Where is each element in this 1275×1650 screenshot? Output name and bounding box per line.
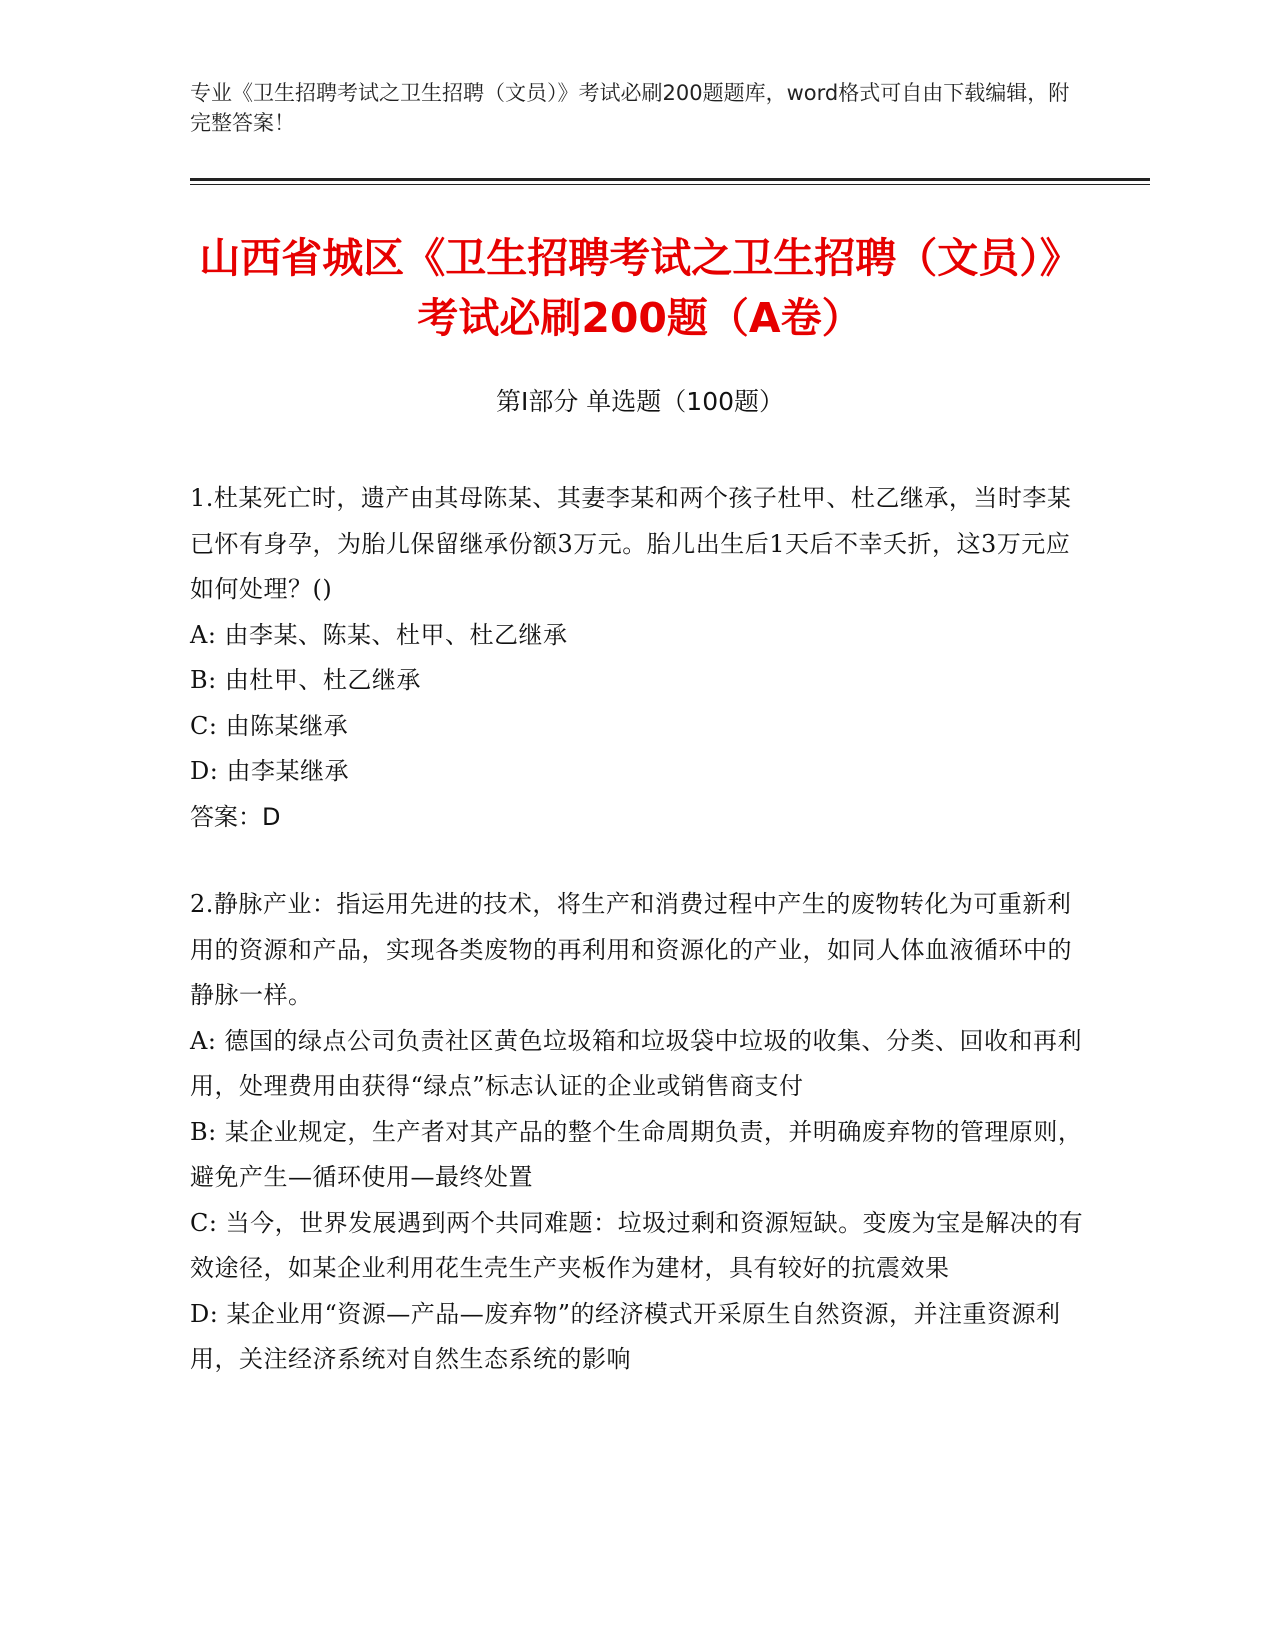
option-a: A: 由李某、陈某、杜甲、杜乙继承: [190, 620, 568, 649]
answer: 答案：D: [190, 802, 281, 831]
question-1: [190, 476, 1085, 840]
option-b: B: 某企业规定，生产者对其产品的整个生命周期负责，并明确废弃物的管理原则，避免产生—循环使用—最终处置: [190, 1117, 1083, 1191]
question-2: [190, 882, 1085, 1383]
section-title: 第Ⅰ部分 单选题（100题）: [495, 387, 785, 416]
option-b: B: 由杜甲、杜乙继承: [190, 666, 421, 694]
option-d: D: 某企业用“资源—产品—废弃物”的经济模式开采原生自然资源，并注重资源利用，关注经济系统对自然生态系统的影响: [190, 1299, 1061, 1373]
option-c: C: 当今，世界发展遇到两个共同难题：垃圾过剩和资源短缺。变废为宝是解决的有效途径，如某企业利用花生壳生产夹板作为建材，具有较好的抗震效果: [190, 1208, 1084, 1282]
header-rule-thin: [190, 184, 1150, 185]
option-a: A: 德国的绿点公司负责社区黄色垃圾箱和垃圾袋中垃圾的收集、分类、回收和再利用，处理费用由获得“绿点”标志认证的企业或销售商支付: [190, 1026, 1083, 1100]
option-c: C: 由陈某继承: [190, 711, 349, 740]
header-rule-thick: [190, 178, 1150, 181]
question-text: 2.静脉产业：指运用先进的技术，将生产和消费过程中产生的废物转化为可重新利用的资源和产品，实现各类废物的再利用和资源化的产业，如同人体血液循环中的静脉一样。: [190, 890, 1072, 1009]
option-d: D: 由李某继承: [190, 757, 349, 785]
header-note: 专业《卫生招聘考试之卫生招聘（文员）》考试必刷200题题库，word格式可自由下载编辑，附完整答案！: [190, 81, 1070, 135]
question-text: 1.杜某死亡时，遗产由其母陈某、其妻李某和两个孩子杜甲、杜乙继承，当时李某已怀有身孕，为胎儿保留继承份额3万元。胎儿出生后1天后不幸夭折，这3万元应如何处理？(): [190, 484, 1072, 603]
document-title: 山西省城区《卫生招聘考试之卫生招聘（文员）》考试必刷200题（A卷）: [199, 234, 1081, 342]
